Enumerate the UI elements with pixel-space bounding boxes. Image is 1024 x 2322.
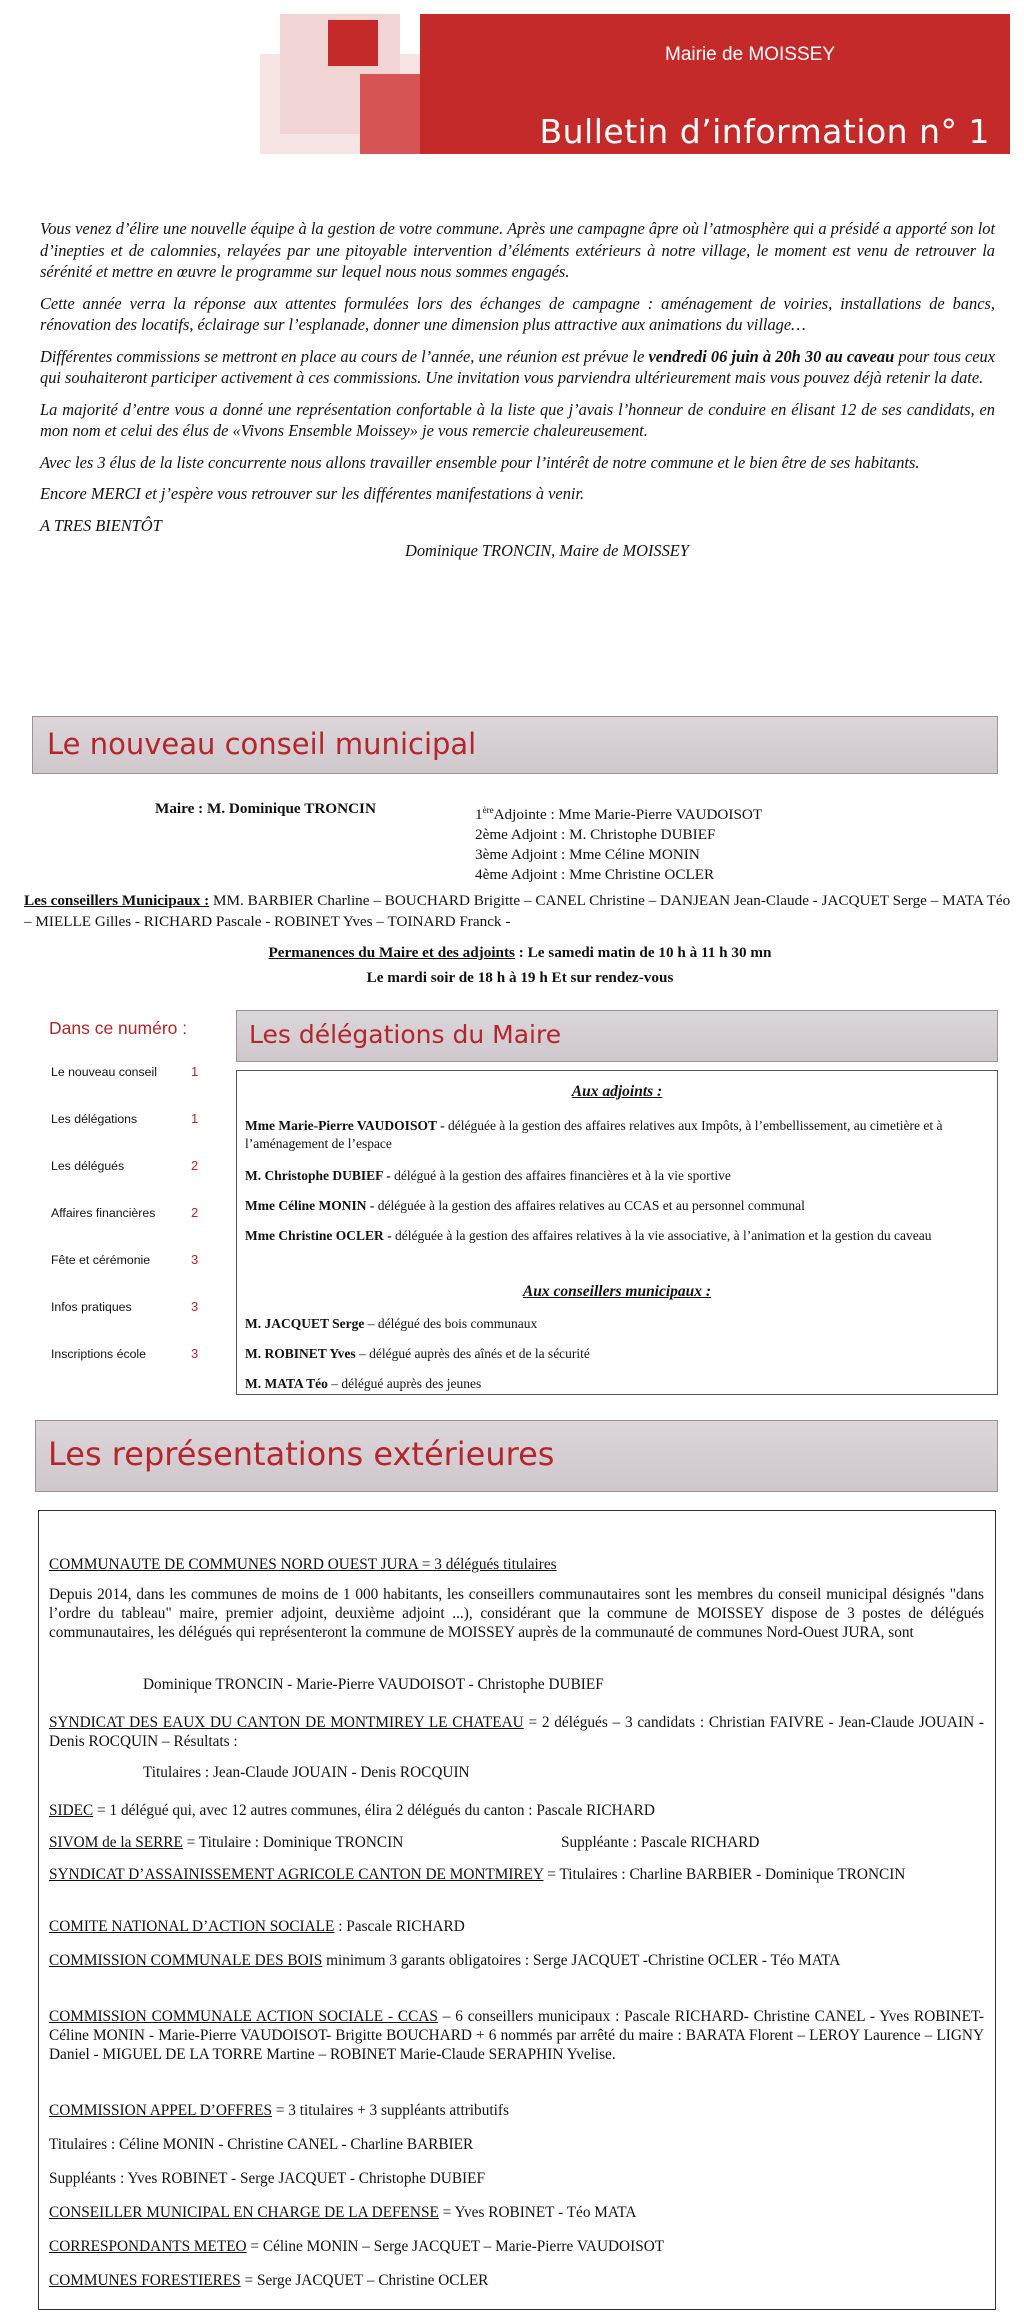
subheading-conseillers: Aux conseillers municipaux : [522, 1283, 712, 1300]
delegations-box [236, 1070, 998, 1395]
bulletin-page [20, 0, 1020, 2322]
adjoint-4: 4ème Adjoint : Mme Christine OCLER [475, 866, 715, 884]
rep-item: COMMISSION APPEL D’OFFRES = 3 titulaires + 3 suppléants attributifs [49, 2102, 509, 2119]
subheading-adjoints: Aux adjoints : [571, 1083, 663, 1100]
rep-item: SYNDICAT DES EAUX DU CANTON DE MONTMIREY LE CHATEAU = 2 délégués – 3 candidats : Christian FAIVRE - Jean-Claude JOUAIN - Denis ROCQUIN – Résultats : [49, 1714, 984, 1750]
permanences-label: Permanences du Maire et des adjoints [268, 944, 515, 961]
sidebar-item: Fête et cérémonie 3 [51, 1252, 199, 1267]
header-subtitle: Mairie de MOISSEY [665, 44, 835, 65]
adjoints-list [475, 800, 762, 885]
rep-item: SYNDICAT D’ASSAINISSEMENT AGRICOLE CANTON DE MONTMIREY = Titulaires : Charline BARBIER - Dominique TRONCIN [49, 1866, 906, 1883]
conseillers-label: Les conseillers Municipaux : [24, 892, 210, 909]
sidebar-item: Les délégations 1 [51, 1111, 199, 1126]
adjoint-1: 1èreAdjointe : Mme Marie-Pierre VAUDOISOT [475, 805, 763, 824]
intro-paragraph: Avec les 3 élus de la liste concurrente nous allons travailler ensemble pour l’intérêt de notre commune et le bien être de ses habitants. [40, 452, 920, 472]
rep-item: COMMUNES FORESTIERES = Serge JACQUET – Christine OCLER [49, 2272, 489, 2289]
rep-item: Titulaires : Jean-Claude JOUAIN - Denis ROCQUIN [143, 1764, 470, 1781]
rep-item: Titulaires : Céline MONIN - Christine CANEL - Charline BARBIER [49, 2136, 474, 2153]
rep-item: Dominique TRONCIN - Marie-Pierre VAUDOISOT - Christophe DUBIEF [143, 1676, 604, 1693]
delegation-item: Mme Marie-Pierre VAUDOISOT - déléguée à la gestion des affaires relatives aux Impôts, à l’embellissement, au cimetière et à l’aménagement de l’espace [245, 1118, 943, 1151]
delegation-item: M. MATA Téo – délégué auprès des jeunes [245, 1376, 482, 1391]
header-banner [260, 14, 1010, 162]
header-red-square [328, 20, 378, 66]
section-title-representations: Les représentations extérieures [35, 1420, 998, 1492]
intro-closing: A TRES BIENTÔT [40, 515, 162, 535]
rep-item: Suppléants : Yves ROBINET - Serge JACQUET - Christophe DUBIEF [49, 2170, 485, 2187]
adjoint-3: 3ème Adjoint : Mme Céline MONIN [475, 846, 700, 864]
delegation-item: M. Christophe DUBIEF - délégué à la gestion des affaires financières et à la vie sportive [245, 1168, 731, 1183]
maire-name: Maire : M. Dominique TRONCIN [155, 800, 376, 817]
sidebar-item: Inscriptions école 3 [51, 1346, 199, 1361]
intro-paragraph: La majorité d’entre vous a donné une représentation confortable à la liste que j’avais l’honneur de conduire en élisant 12 de ses candidats, en mon nom et celui des élus de «Vivons Ensemble Moissey» je vous remercie chaleureusement. [40, 399, 995, 440]
intro-signature: Dominique TRONCIN, Maire de MOISSEY [405, 541, 689, 560]
rep-item: Depuis 2014, dans les communes de moins de 1 000 habitants, les conseillers communautaires sont les membres du conseil municipal désignés "dans l’ordre du tableau" maire, premier adjoint, deuxième adjoint ...), considérant que la commune de MOISSEY dispose de 3 postes de délégués communautaires, les délégués qui représenteront la commune de MOISSEY auprès de la communauté de communes Nord-Ouest JURA, sont [49, 1586, 984, 1641]
meeting-date: vendredi 06 juin à 20h 30 au caveau [648, 346, 895, 366]
adjoint-2: 2ème Adjoint : M. Christophe DUBIEF [475, 826, 716, 844]
sidebar-item: Le nouveau conseil 1 [51, 1064, 199, 1079]
intro-paragraph: Encore MERCI et j’espère vous retrouver sur les différentes manifestations à venir. [40, 484, 585, 503]
rep-item: SIVOM de la SERRE = Titulaire : Dominique TRONCIN Suppléante : Pascale RICHARD [49, 1834, 760, 1851]
delegation-item: M. JACQUET Serge – délégué des bois communaux [245, 1316, 538, 1331]
delegation-item: Mme Céline MONIN - déléguée à la gestion des affaires relatives au CCAS et au personnel communal [245, 1198, 805, 1213]
sidebar-title: Dans ce numéro : [49, 1018, 188, 1038]
delegation-item: Mme Christine OCLER - déléguée à la gestion des affaires relatives à la vie associative, à l’animation et la gestion du caveau [245, 1228, 932, 1243]
sidebar-item: Les délégués 2 [51, 1158, 199, 1173]
intro-paragraph: Différentes commissions se mettront en place au cours de l’année, une réunion est prévue le vendredi 06 juin à 20h 30 au caveau pour tous ceux qui souhaiteront participer activement à ces commissions. Une invitation vous parviendra ultérieurement mais vous pouvez déjà retenir la date. [40, 346, 995, 387]
permanences: Permanences du Maire et des adjoints : Le samedi matin de 10 h à 11 h 30 mn Le mardi soir de 18 h à 19 h Et sur rendez-vous [268, 944, 772, 986]
sidebar-item: Affaires financières 2 [51, 1205, 199, 1220]
intro-paragraph: Vous venez d’élire une nouvelle équipe à la gestion de votre commune. Après une campagne âpre où l’atmosphère qui a présidé a apporté son lot d’inepties et de calomnies, relayées par une pitoyable intervention d’éléments extérieurs à notre village, le moment est venu de retrouver la sérénité et mettre en œuvre le programme sur lequel nous nous sommes engagés. [40, 219, 995, 281]
intro-letter [40, 218, 995, 572]
rep-item: SIDEC = 1 délégué qui, avec 12 autres communes, élira 2 délégués du canton : Pascale RICHARD [49, 1802, 655, 1819]
delegation-item: M. ROBINET Yves – délégué auprès des aînés et de la sécurité [245, 1346, 590, 1361]
intro-paragraph: Cette année verra la réponse aux attentes formulées lors des échanges de campagne : aménagement de voiries, installations de bancs, rénovation des locatifs, éclairage sur l’esplanade, donner une dimension plus attractive aux animations du village… [40, 293, 995, 334]
sidebar-item: Infos pratiques 3 [51, 1299, 199, 1314]
conseillers-list: Les conseillers Municipaux : MM. BARBIER Charline – BOUCHARD Brigitte – CANEL Christine – DANJEAN Jean-Claude - JACQUET Serge – MATA Téo – MIELLE Gilles - RICHARD Pascale - ROBINET Yves – TOINARD Franck - [24, 892, 1011, 930]
rep-item: COMMISSION COMMUNALE DES BOIS minimum 3 garants obligatoires : Serge JACQUET -Christine OCLER - Téo MATA [49, 1952, 841, 1969]
section-title-delegations: Les délégations du Maire [236, 1010, 998, 1062]
rep-item: COMITE NATIONAL D’ACTION SOCIALE : Pascale RICHARD [49, 1918, 465, 1935]
rep-item: COMMUNAUTE DE COMMUNES NORD OUEST JURA = 3 délégués titulaires [49, 1556, 557, 1573]
rep-item: COMMISSION COMMUNALE ACTION SOCIALE - CCAS – 6 conseillers municipaux : Pascale RICHARD- Christine CANEL - Yves ROBINET- Céline MONIN - Marie-Pierre VAUDOISOT- Brigitte BOUCHARD + 6 nommés par arrêté du maire : BARATA Florent – LEROY Laurence – LIGNY Daniel - MIGUEL DE LA TORRE Martine – ROBINET Marie-Claude SERAPHIN Yvelise. [49, 2008, 984, 2063]
representations-box [38, 1510, 996, 2310]
rep-item: CONSEILLER MUNICIPAL EN CHARGE DE LA DEFENSE = Yves ROBINET - Téo MATA [49, 2204, 637, 2221]
sidebar-contents [45, 1010, 235, 1394]
section-title-conseil: Le nouveau conseil municipal [32, 716, 998, 774]
bulletin-title: Bulletin d’information n° 1 [539, 112, 990, 151]
rep-item: CORRESPONDANTS METEO = Céline MONIN – Serge JACQUET – Marie-Pierre VAUDOISOT [49, 2238, 665, 2255]
